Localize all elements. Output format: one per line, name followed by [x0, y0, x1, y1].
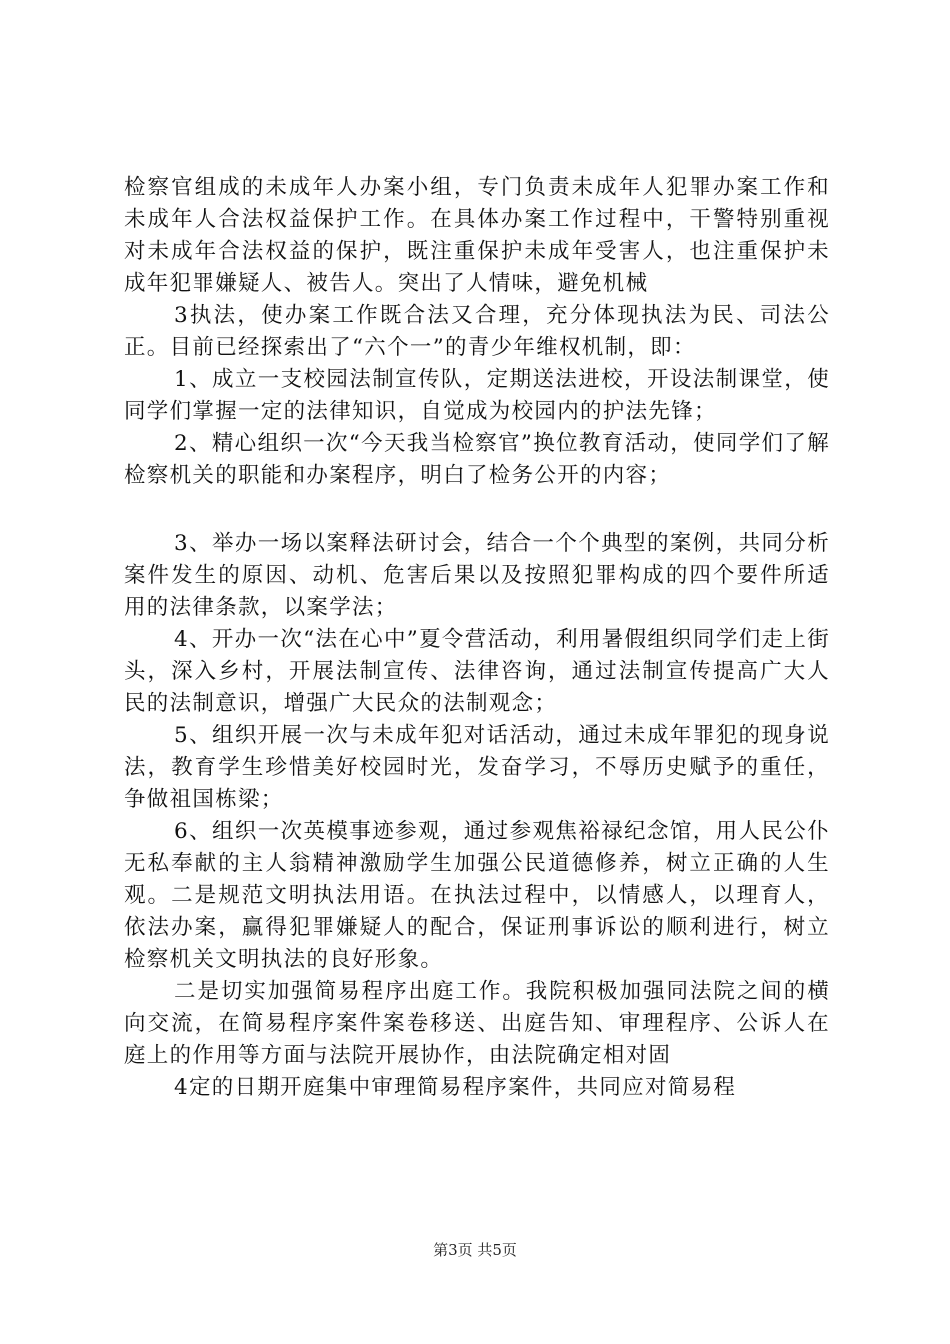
- paragraph-8: 6、组织一次英模事迹参观，通过参观焦裕禄纪念馆，用人民公仆无私奉献的主人翁精神激励学生加强公民道德修养，树立正确的人生观。二是规范文明执法用语。在执法过程中，以情感人，以理育人，依法办案，赢得犯罪嫌疑人的配合，保证刑事诉讼的顺利进行，树立检察机关文明执法的良好形象。: [124, 819, 830, 972]
- paragraph-3: 1、成立一支校园法制宣传队，定期送法进校，开设法制课堂，使同学们掌握一定的法律知识，自觉成为校园内的护法先锋；: [124, 367, 830, 424]
- paragraph-5: 3、举办一场以案释法研讨会，结合一个个典型的案例，共同分析案件发生的原因、动机、危害后果以及按照犯罪构成的四个要件所适用的法律条款，以案学法；: [124, 531, 830, 620]
- paragraph-10: 4定的日期开庭集中审理简易程序案件，共同应对简易程: [174, 1075, 737, 1100]
- paragraph-1: 检察官组成的未成年人办案小组，专门负责未成年人犯罪办案工作和未成年人合法权益保护工作。在具体办案工作过程中，干警特别重视对未成年合法权益的保护，既注重保护未成年受害人，也注重保护未成年犯罪嫌疑人、被告人。突出了人情味，避免机械: [124, 175, 830, 296]
- paragraph-6: 4、开办一次“法在心中”夏令营活动，利用暑假组织同学们走上街头，深入乡村，开展法制宣传、法律咨询，通过法制宣传提高广大人民的法制意识，增强广大民众的法制观念；: [124, 627, 830, 716]
- page-number-footer: 第3页 共5页: [433, 1241, 517, 1259]
- document-body: [124, 172, 830, 1104]
- paragraph-4: 2、精心组织一次“今天我当检察官”换位教育活动，使同学们了解检察机关的职能和办案程序，明白了检务公开的内容；: [124, 431, 830, 488]
- paragraph-9: 二是切实加强简易程序出庭工作。我院积极加强同法院之间的横向交流，在简易程序案件案卷移送、出庭告知、审理程序、公诉人在庭上的作用等方面与法院开展协作，由法院确定相对固: [124, 979, 830, 1068]
- paragraph-7: 5、组织开展一次与未成年犯对话活动，通过未成年罪犯的现身说法，教育学生珍惜美好校园时光，发奋学习，不辱历史赋予的重任，争做祖国栋梁；: [124, 723, 830, 812]
- paragraph-2: 3执法，使办案工作既合法又合理，充分体现执法为民、司法公正。目前已经探索出了“六个一”的青少年维权机制，即：: [124, 303, 830, 360]
